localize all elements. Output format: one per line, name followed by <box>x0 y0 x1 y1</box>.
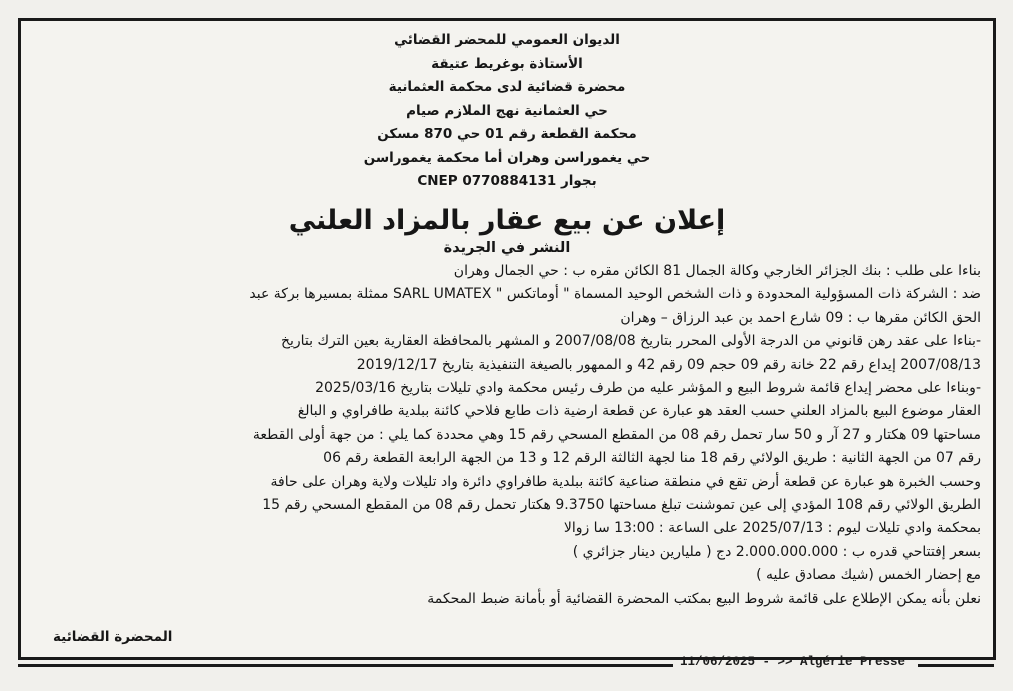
body-line: العقار موضوع البيع بالمزاد العلني حسب العقد هو عبارة عن قطعة ارضية ذات طابع فلاحي كائنة ببلدية طافراوي و البالغ <box>297 403 981 420</box>
body-line: مع إحضار الخمس (شيك مصادق عليه ) <box>756 567 981 584</box>
body-line: الطريق الولائي رقم 108 المؤدي إلى عين تموشنت تبلغ مساحتها 9.3750 هكتار تحمل رقم 08 من المقطع المسحي رقم 15 <box>262 497 981 514</box>
body-line: نعلن بأنه يمكن الإطلاع على قائمة شروط البيع بمكتب المحضرة القضائية أو بأمانة ضبط المحكمة <box>427 590 981 607</box>
footer-rule-right <box>918 664 994 667</box>
body-line: وحسب الخبرة هو عبارة عن قطعة أرض تقع في منطقة صناعية كائنة ببلدية طافراوي دائرة واد تليلات ولاية وهران على حافة <box>270 473 981 490</box>
header-line: الأستاذة بوغريط عتيقة <box>431 55 583 72</box>
header-line: محضرة قضائية لدى محكمة العثمانية <box>388 79 626 95</box>
body-line: -بناءا على عقد رهن قانوني من الدرجة الأولى المحرر بتاريخ 2007/08/08 و المشهر بالمحافظة العقارية بعين الترك بتاريخ <box>280 333 981 350</box>
footer-source: 11/06/2025 - >> Algérie Presse <box>680 655 906 669</box>
notice-frame <box>18 18 996 660</box>
body-line: الحق الكائن مقرها ب : 09 شارع احمد بن عبد الرزاق – وهران <box>620 309 981 326</box>
signature: المحضرة القضائية <box>53 629 173 645</box>
notice-title: إعلان عن بيع عقار بالمزاد العلني <box>288 205 726 236</box>
body-line: ضد : الشركة ذات المسؤولية المحدودة و ذات الشخص الوحيد المسماة " أوماتكس " SARL UMATEX ممثلة بمسيرها بركة عبد <box>249 286 981 303</box>
body-line: -وبناءا على محضر إيداع قائمة شروط البيع و المؤشر عليه من طرف رئيس محكمة وادي تليلات بتاريخ 2025/03/16 <box>315 380 981 397</box>
notice-subtitle: النشر في الجريدة <box>443 240 571 256</box>
header-line: الديوان العمومي للمحضر القضائي <box>394 32 620 48</box>
body-line: بمحكمة وادي تليلات ليوم : 2025/07/13 على الساعة : 13:00 سا زوالا <box>563 520 981 537</box>
header-line: بجوار CNEP 0770884131 <box>417 173 597 189</box>
body-line: مساحتها 09 هكتار و 27 آر و 50 سار تحمل رقم 08 من المقطع المسحي رقم 15 وهي محددة كما يلي : من جهة أولى القطعة <box>252 426 981 443</box>
header-line: حي العثمانية نهج الملازم صيام <box>406 102 608 119</box>
body-line: رقم 07 من الجهة الثانية : طريق الولائي رقم 18 منا لجهة الثالثة الرقم 12 و 13 من الجهة الرابعة القطعة رقم 06 <box>323 450 981 467</box>
body-line: بسعر إفتتاحي قدره ب : 2.000.000.000 دج ( مليارين دينار جزائري ) <box>572 543 981 560</box>
footer-rule-left <box>18 664 673 667</box>
notice-header <box>21 29 993 194</box>
notice-body <box>33 260 981 611</box>
header-line: حي يغموراسن وهران أما محكمة يغموراسن <box>363 149 651 166</box>
body-line: بناءا على طلب : بنك الجزائر الخارجي وكالة الجمال 81 الكائن مقره ب : حي الجمال وهران <box>453 263 981 279</box>
footer <box>0 653 1013 675</box>
body-line: 2007/08/13 إيداع رقم 22 خانة رقم 09 حجم 09 رقم 42 و الممهور بالصيغة التنفيذية بتاريخ 2019/12/17 <box>356 356 981 373</box>
header-line: محكمة القطعة رقم 01 حي 870 مسكن <box>377 126 637 142</box>
